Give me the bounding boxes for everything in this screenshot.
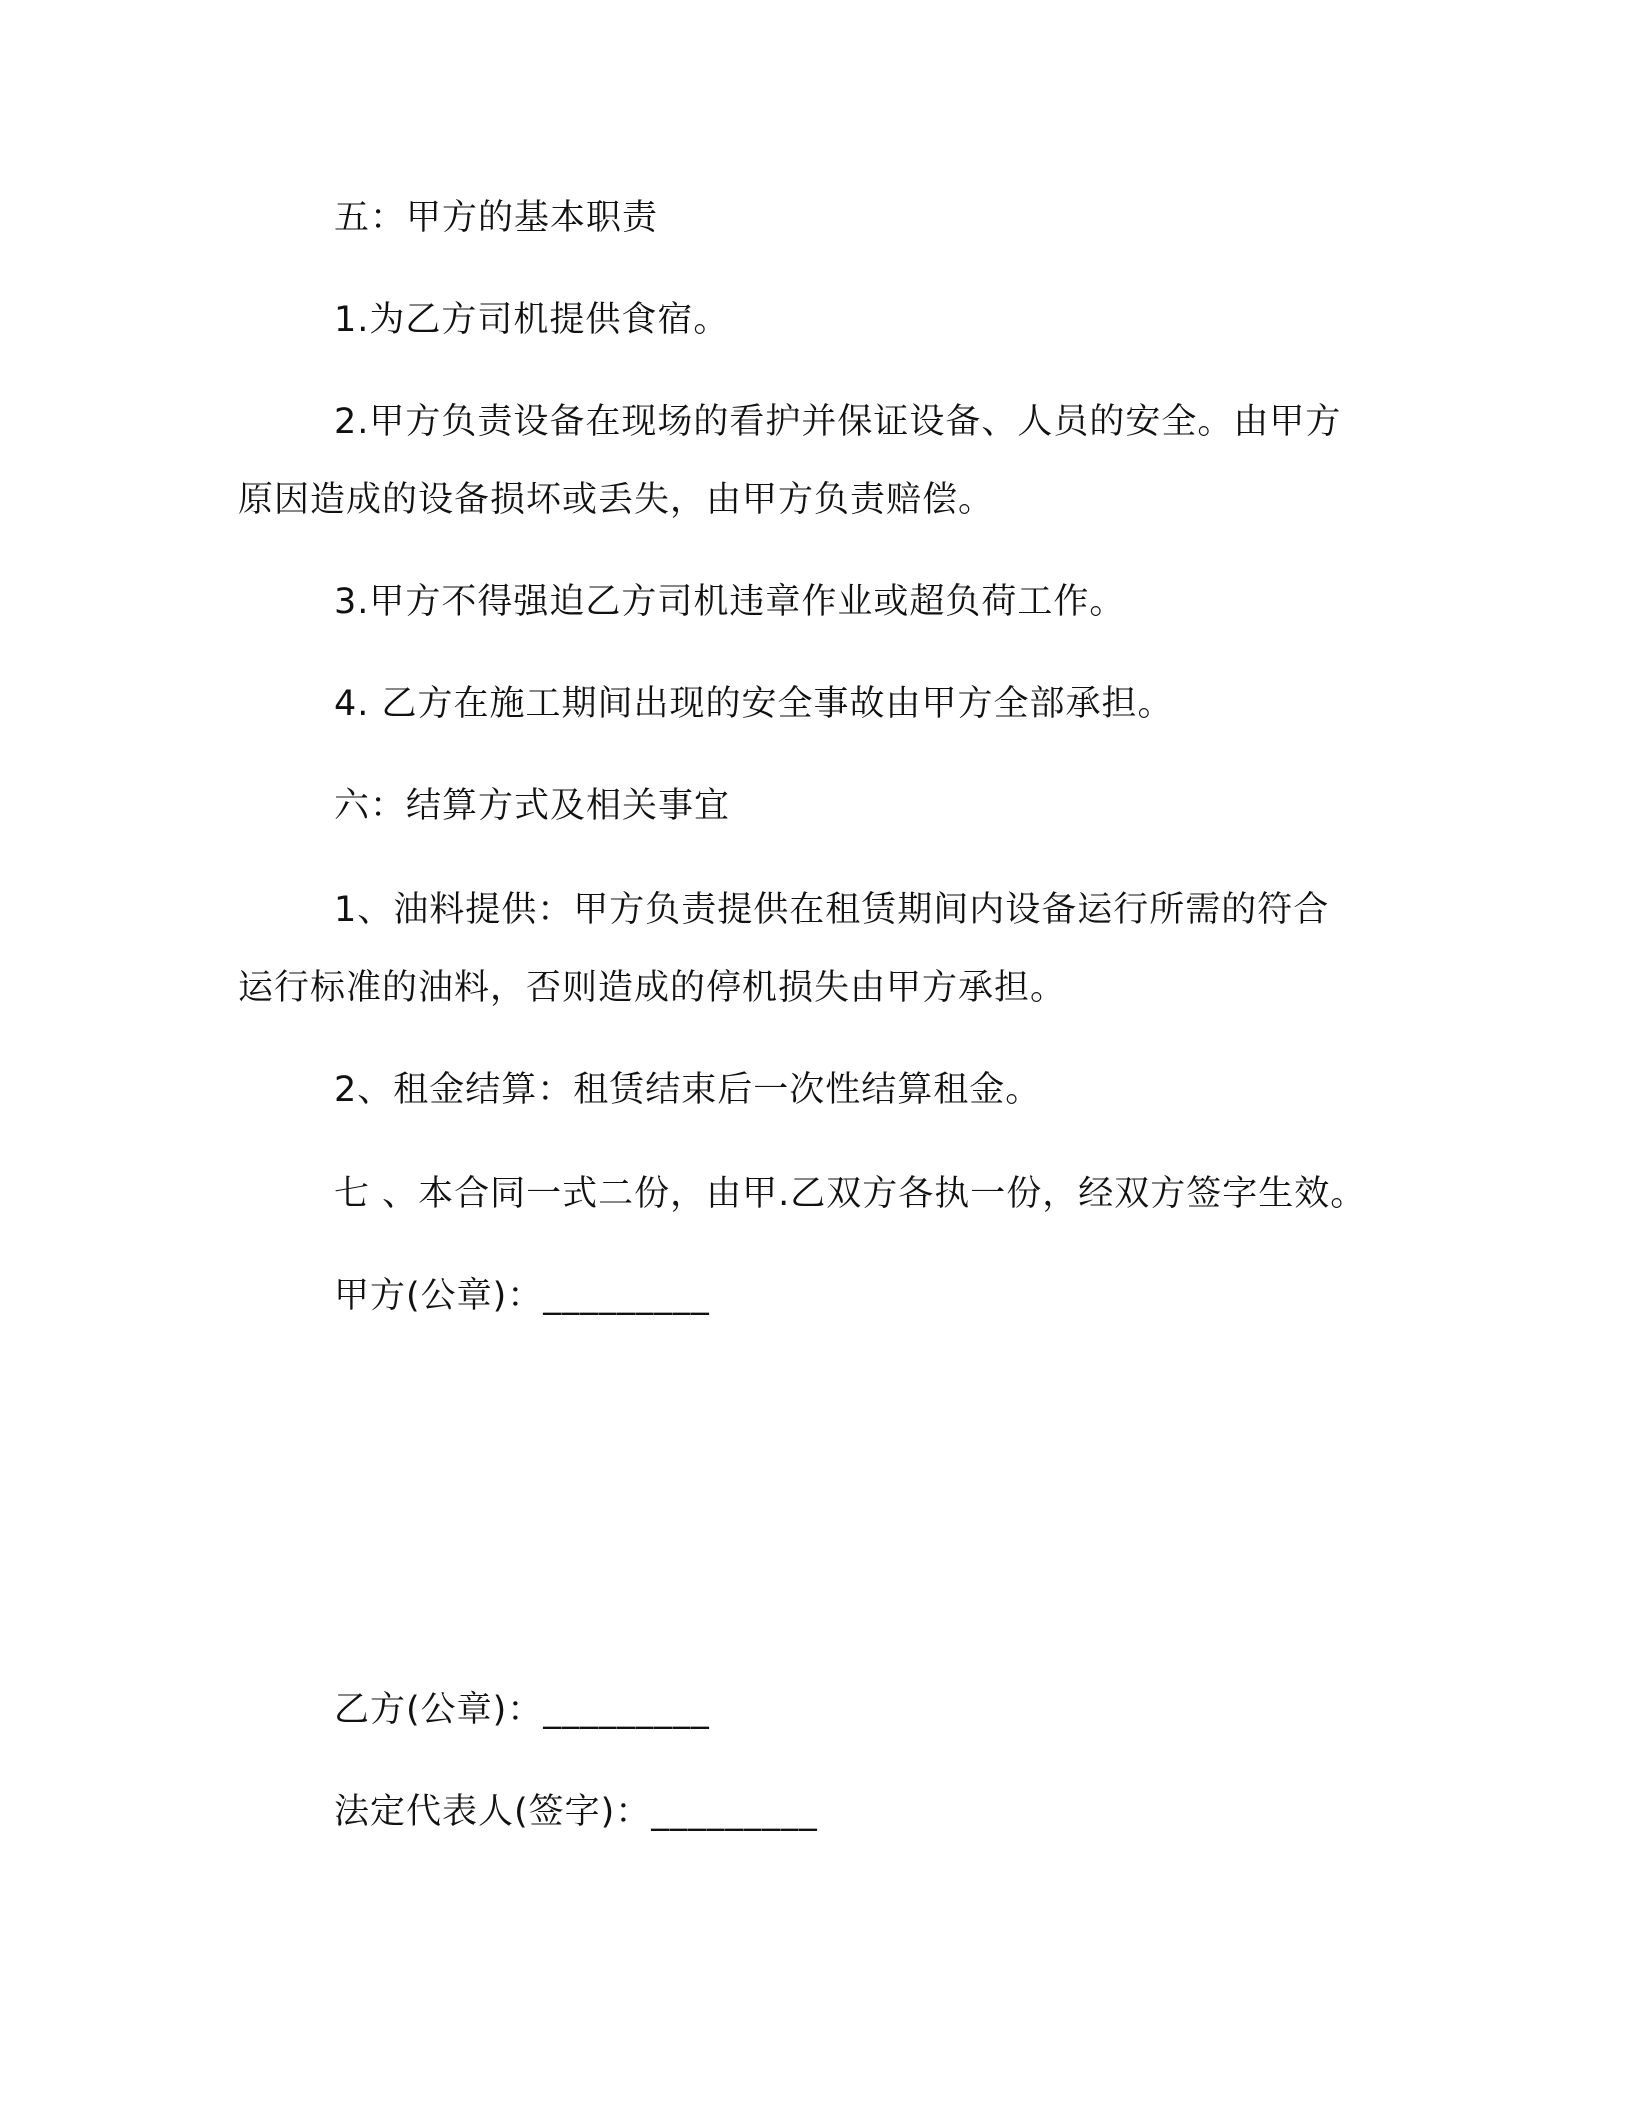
- section5-item1: 1.为乙方司机提供食宿。: [334, 300, 730, 340]
- section5-item2-line2: 原因造成的设备损坏或丢失，由甲方负责赔偿。: [238, 480, 995, 520]
- section7-text: 七 、本合同一式二份，由甲.乙双方各执一份，经双方签字生效。: [334, 1174, 1367, 1214]
- party-b-signature-line: 乙方(公章)：_________: [334, 1690, 710, 1730]
- legal-rep-signature-line: 法定代表人(签字)：_________: [334, 1792, 818, 1832]
- section6-item1-line2: 运行标准的油料，否则造成的停机损失由甲方承担。: [238, 968, 1067, 1008]
- section6-item1-line1: 1、油料提供：甲方负责提供在租赁期间内设备运行所需的符合: [334, 890, 1330, 930]
- section5-heading: 五：甲方的基本职责: [334, 198, 659, 238]
- section5-item2-line1: 2.甲方负责设备在现场的看护并保证设备、人员的安全。由甲方: [334, 402, 1342, 442]
- section6-item2: 2、租金结算：租赁结束后一次性结算租金。: [334, 1070, 1042, 1110]
- section5-item3: 3.甲方不得强迫乙方司机违章作业或超负荷工作。: [334, 582, 1126, 622]
- party-a-signature-line: 甲方(公章)：_________: [334, 1276, 710, 1316]
- section5-item4: 4. 乙方在施工期间出现的安全事故由甲方全部承担。: [334, 684, 1174, 724]
- section6-heading: 六：结算方式及相关事宜: [334, 786, 731, 826]
